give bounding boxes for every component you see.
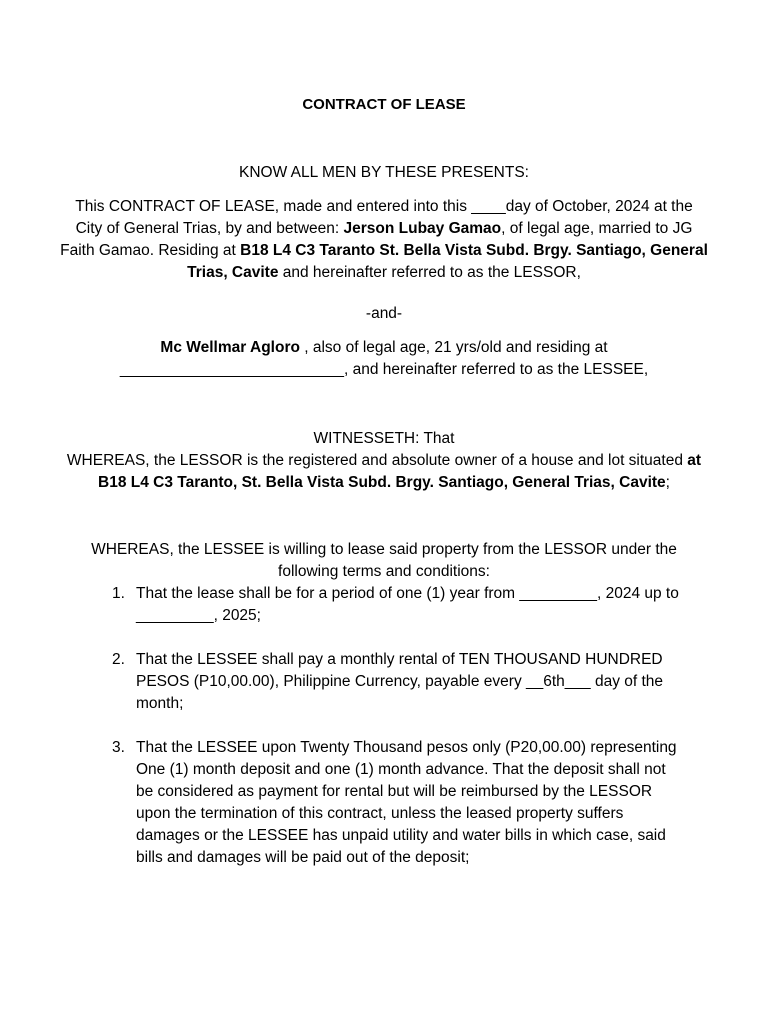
and-separator: -and-: [365, 305, 403, 322]
intro-text-2: , of legal age, married to JG Faith Gamao. Residing at: [60, 220, 693, 259]
opening-line: KNOW ALL MEN BY THESE PRESENTS:: [239, 164, 529, 181]
intro-text-3: and hereinafter referred to as the LESSOR,: [278, 264, 581, 281]
lessee-text-2: __________________________, and hereinafter referred to as the LESSEE,: [119, 361, 649, 378]
whereas2-paragraph: WHEREAS, the LESSEE is willing to lease said property from the LESSOR under the following terms and conditions:: [91, 541, 677, 580]
document-title: CONTRACT OF LEASE: [302, 96, 466, 113]
term-text: That the lease shall be for a period of one (1) year from _________, 2024 up to _________, 2025;: [136, 585, 679, 624]
lessee-paragraph: [60, 337, 708, 381]
lessee-name: Mc Wellmar Agloro: [160, 339, 300, 356]
witnesseth-section: [60, 428, 708, 494]
whereas1-text: WHEREAS, the LESSOR is the registered and absolute owner of a house and lot situated: [66, 452, 688, 469]
term-number: 2.: [112, 651, 125, 668]
list-item: [106, 737, 686, 869]
intro-paragraph: [60, 196, 708, 284]
lessor-address: B18 L4 C3 Taranto St. Bella Vista Subd. Brgy. Santiago, General Trias, Cavite: [187, 242, 708, 281]
lessee-text-1: , also of legal age, 21 yrs/old and residing at: [299, 339, 608, 356]
list-item: [106, 649, 686, 715]
term-text: That the LESSEE upon Twenty Thousand pesos only (P20,00.00) representing One (1) month deposit and one (1) month advance. That the deposit shall not be considered as payment for rental but will be reimbursed by the LESSOR upon the termination of this contract, unless the leased property suffers damages or the LESSEE has unpaid utility and water bills in which case, said bills and damages will be paid out of the deposit;: [136, 739, 677, 866]
term-number: 1.: [112, 585, 125, 602]
property-address: at B18 L4 C3 Taranto, St. Bella Vista Subd. Brgy. Santiago, General Trias, Cavite: [98, 452, 702, 491]
list-item: [106, 583, 686, 627]
lessor-name: Jerson Lubay Gamao: [343, 220, 502, 237]
witnesseth-heading: WITNESSETH: That: [313, 430, 455, 447]
term-text: That the LESSEE shall pay a monthly rental of TEN THOUSAND HUNDRED PESOS (P10,00.00), Philippine Currency, payable every __6th___ day of the month;: [136, 651, 664, 712]
term-number: 3.: [112, 739, 125, 756]
intro-text-1: This CONTRACT OF LEASE, made and entered into this ____day of October, 2024 at the City of General Trias, by and between:: [75, 198, 693, 237]
whereas1-end: ;: [665, 474, 670, 491]
terms-list: [106, 583, 686, 891]
